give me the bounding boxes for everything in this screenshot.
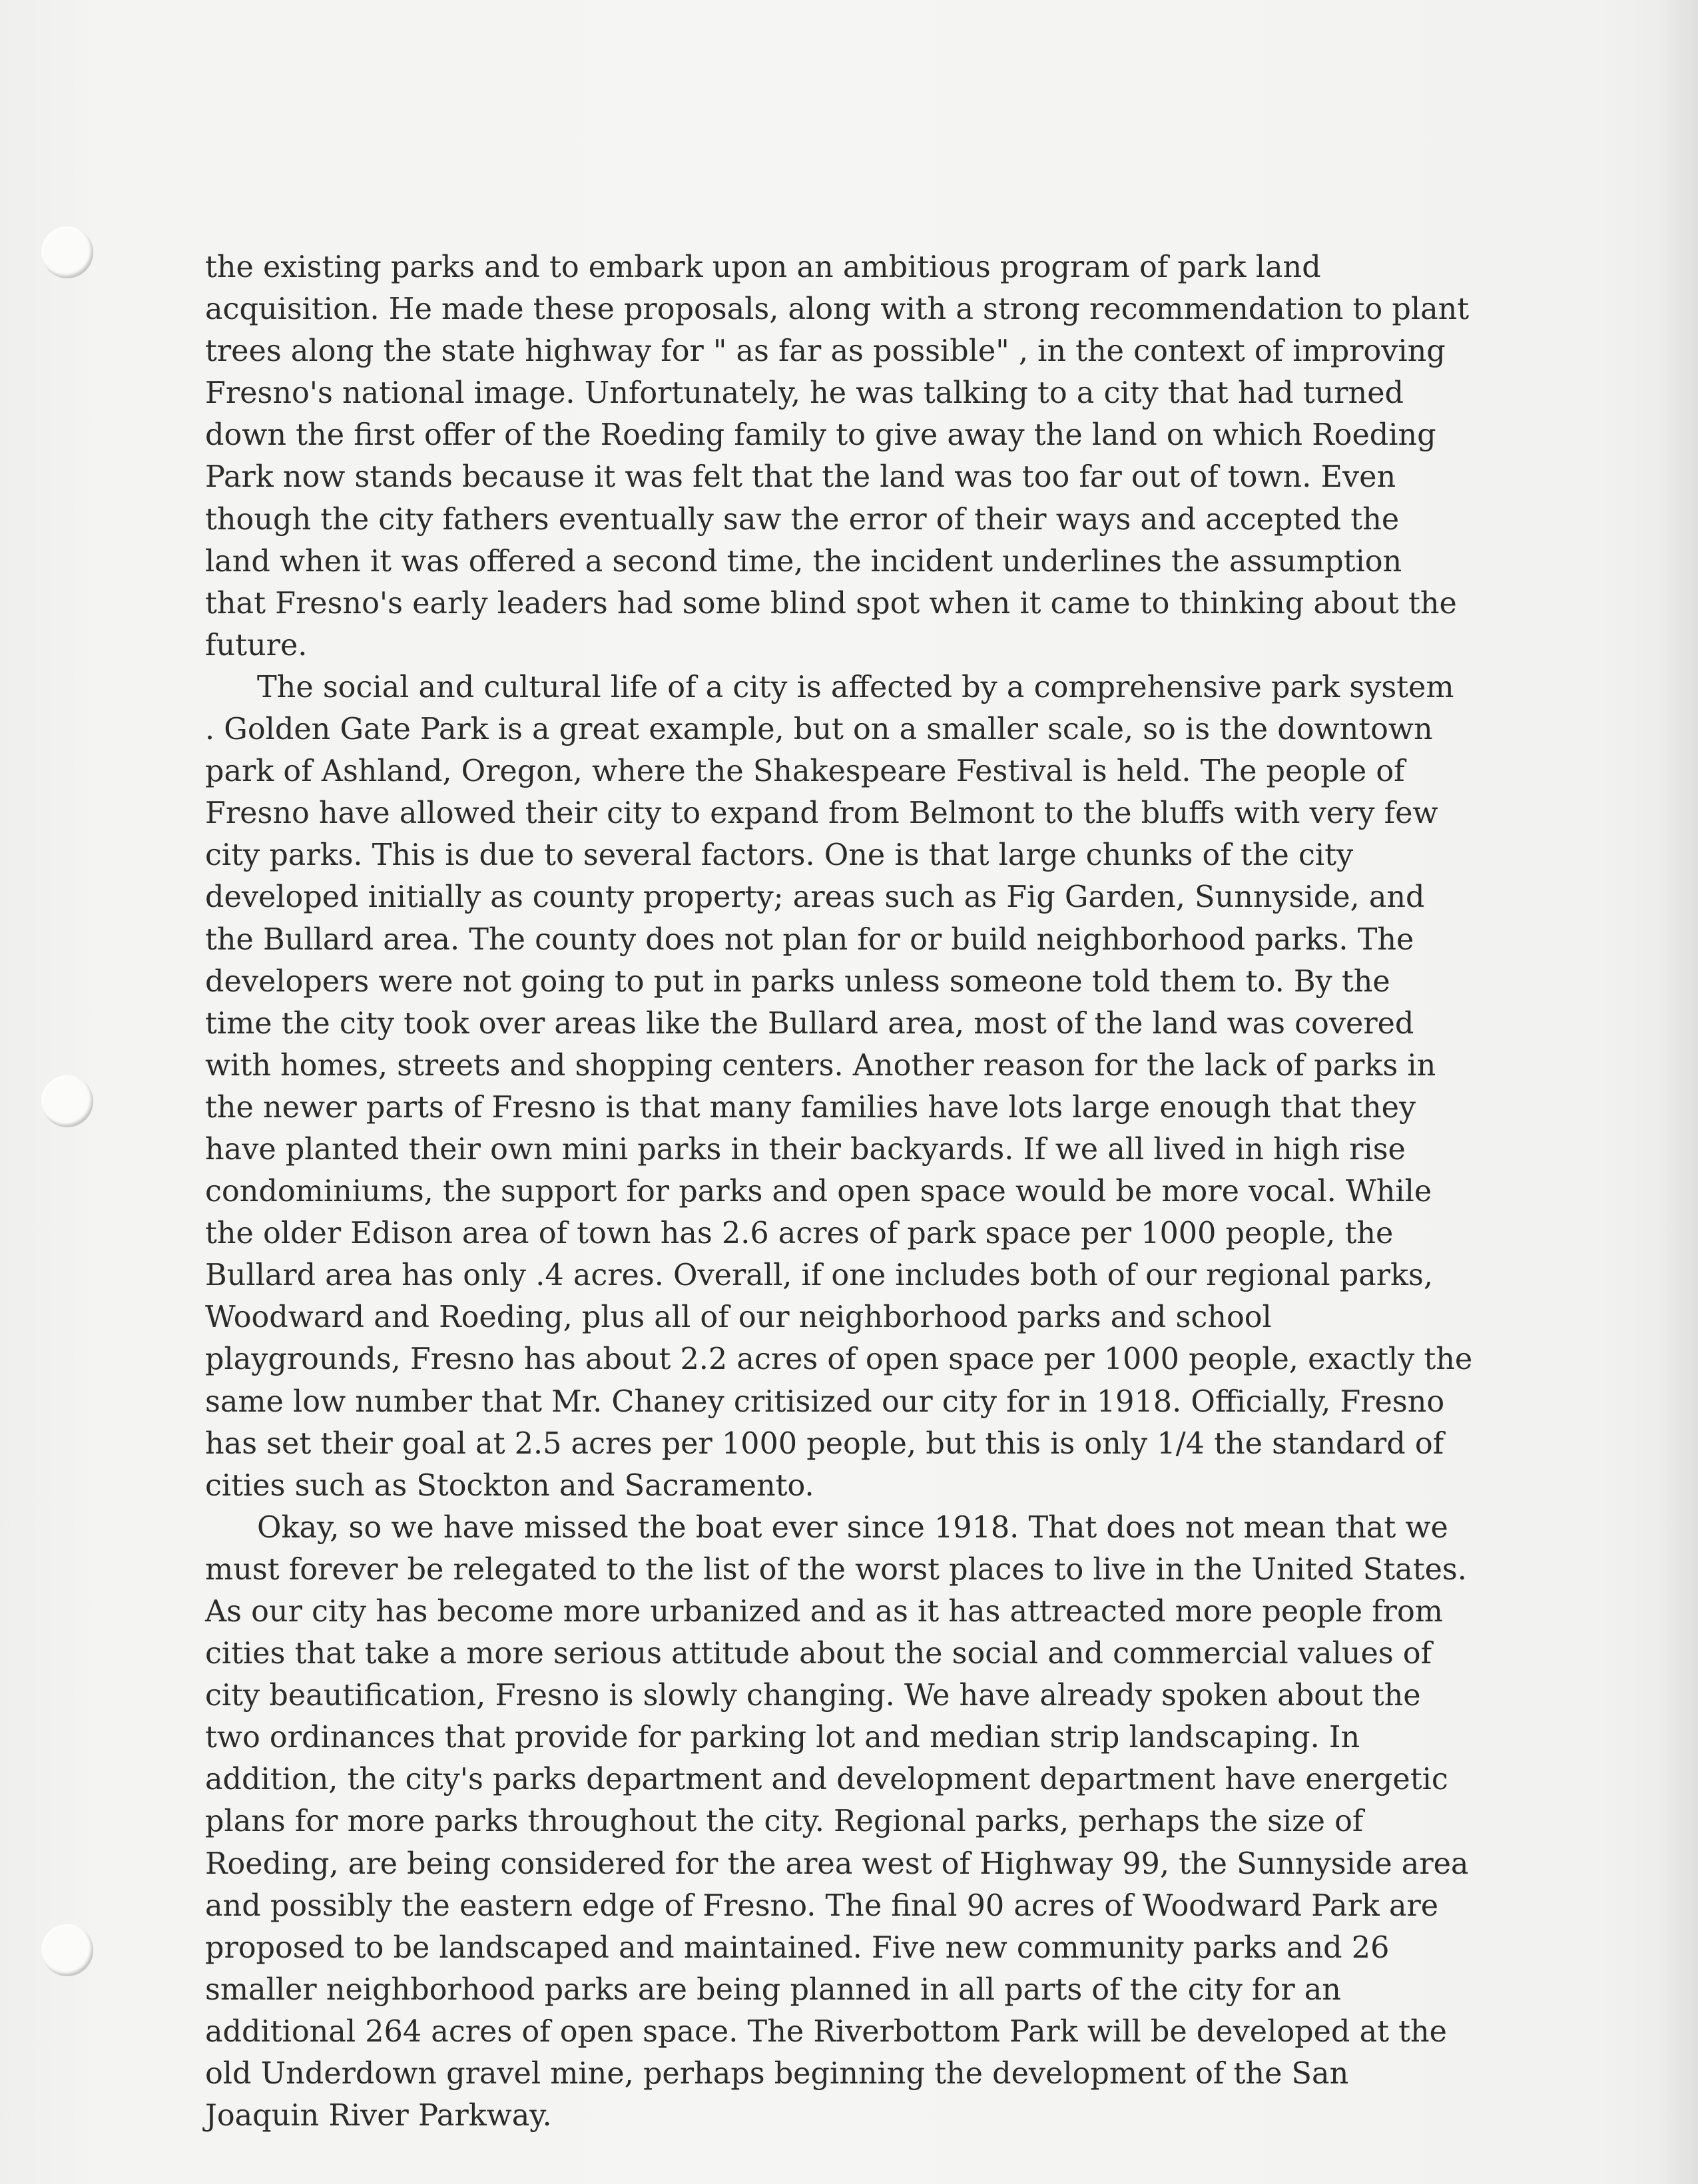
text-line: city beautification, Fresno is slowly changing. We have already spoken about the bbox=[205, 1679, 1421, 1713]
text-line: Fresno have allowed their city to expand from Belmont to the bluffs with very few bbox=[205, 796, 1438, 831]
text-line: playgrounds, Fresno has about 2.2 acres of open space per 1000 people, exactly the bbox=[205, 1342, 1473, 1377]
text-line: Park now stands because it was felt that the land was too far out of town. Even bbox=[205, 460, 1396, 495]
text-line: acquisition. He made these proposals, along with a strong recommendation to plant bbox=[205, 292, 1470, 327]
text-line: The social and cultural life of a city is affected by a comprehensive park system bbox=[257, 670, 1454, 704]
text-line: city parks. This is due to several factors. One is that large chunks of the city bbox=[205, 838, 1354, 873]
text-line: additional 264 acres of open space. The Riverbottom Park will be developed at the bbox=[205, 2014, 1448, 2049]
text-line: have planted their own mini parks in their backyards. If we all lived in high rise bbox=[205, 1132, 1406, 1167]
binder-hole-middle bbox=[41, 1075, 93, 1127]
text-line: old Underdown gravel mine, perhaps beginning the development of the San bbox=[205, 2057, 1349, 2091]
text-line: plans for more parks throughout the city. Regional parks, perhaps the size of bbox=[205, 1804, 1364, 1839]
text-line: trees along the state highway for " as far as possible" , in the context of improving bbox=[205, 334, 1446, 369]
text-line: addition, the city's parks department and development department have energetic bbox=[205, 1763, 1448, 1797]
body-text bbox=[205, 246, 1527, 2137]
text-line: though the city fathers eventually saw the error of their ways and accepted the bbox=[205, 502, 1400, 537]
text-line: cities such as Stockton and Sacramento. bbox=[205, 1468, 814, 1503]
paragraph-1 bbox=[205, 246, 1527, 667]
binder-hole-bottom bbox=[41, 1924, 93, 1976]
text-line: . Golden Gate Park is a great example, but on a smaller scale, so is the downtown bbox=[205, 712, 1433, 747]
text-line: time the city took over areas like the Bullard area, most of the land was covered bbox=[205, 1006, 1414, 1041]
text-line: Roeding, are being considered for the area west of Highway 99, the Sunnyside area bbox=[205, 1846, 1469, 1881]
text-line: developers were not going to put in parks unless someone told them to. By the bbox=[205, 964, 1390, 999]
text-line: with homes, streets and shopping centers. Another reason for the lack of parks in bbox=[205, 1048, 1436, 1083]
text-line: has set their goal at 2.5 acres per 1000 people, but this is only 1/4 the standard of bbox=[205, 1426, 1444, 1461]
text-line: Bullard area has only .4 acres. Overall, if one includes both of our regional parks, bbox=[205, 1258, 1433, 1293]
text-line: park of Ashland, Oregon, where the Shakespeare Festival is held. The people of bbox=[205, 754, 1405, 789]
text-line: developed initially as county property; areas such as Fig Garden, Sunnyside, and bbox=[205, 880, 1425, 915]
text-line: proposed to be landscaped and maintained. Five new community parks and 26 bbox=[205, 1930, 1390, 1965]
text-line: Fresno's national image. Unfortunately, he was talking to a city that had turned bbox=[205, 376, 1404, 411]
text-line: the Bullard area. The county does not plan for or build neighborhood parks. The bbox=[205, 922, 1414, 957]
text-line: the newer parts of Fresno is that many families have lots large enough that they bbox=[205, 1090, 1416, 1125]
text-line: future. bbox=[205, 628, 308, 663]
text-line: As our city has become more urbanized and as it has attreacted more people from bbox=[205, 1595, 1443, 1629]
paragraph-2 bbox=[205, 667, 1527, 1507]
page-edge-shadow bbox=[1658, 0, 1698, 2184]
text-line: and possibly the eastern edge of Fresno. The final 90 acres of Woodward Park are bbox=[205, 1888, 1439, 1923]
binder-hole-top bbox=[41, 226, 93, 278]
text-line: Woodward and Roeding, plus all of our neighborhood parks and school bbox=[205, 1300, 1272, 1335]
paragraph-3 bbox=[205, 1507, 1527, 2137]
text-line: cities that take a more serious attitude about the social and commercial values of bbox=[205, 1637, 1432, 1671]
text-line: must forever be relegated to the list of the worst places to live in the United States. bbox=[205, 1552, 1467, 1587]
text-line: the existing parks and to embark upon an ambitious program of park land bbox=[205, 250, 1321, 284]
text-line: land when it was offered a second time, the incident underlines the assumption bbox=[205, 544, 1402, 579]
text-line: Joaquin River Parkway. bbox=[205, 2099, 552, 2133]
text-line: same low number that Mr. Chaney critisized our city for in 1918. Officially, Fresno bbox=[205, 1384, 1445, 1419]
text-line: condominiums, the support for parks and open space would be more vocal. While bbox=[205, 1175, 1432, 1209]
text-line: that Fresno's early leaders had some blind spot when it came to thinking about the bbox=[205, 586, 1457, 621]
text-line: down the first offer of the Roeding family to give away the land on which Roeding bbox=[205, 418, 1436, 453]
text-line: the older Edison area of town has 2.6 acres of park space per 1000 people, the bbox=[205, 1217, 1394, 1251]
text-line: two ordinances that provide for parking lot and median strip landscaping. In bbox=[205, 1721, 1360, 1755]
text-line: Okay, so we have missed the boat ever since 1918. That does not mean that we bbox=[257, 1510, 1448, 1545]
text-line: smaller neighborhood parks are being planned in all parts of the city for an bbox=[205, 1972, 1341, 2007]
